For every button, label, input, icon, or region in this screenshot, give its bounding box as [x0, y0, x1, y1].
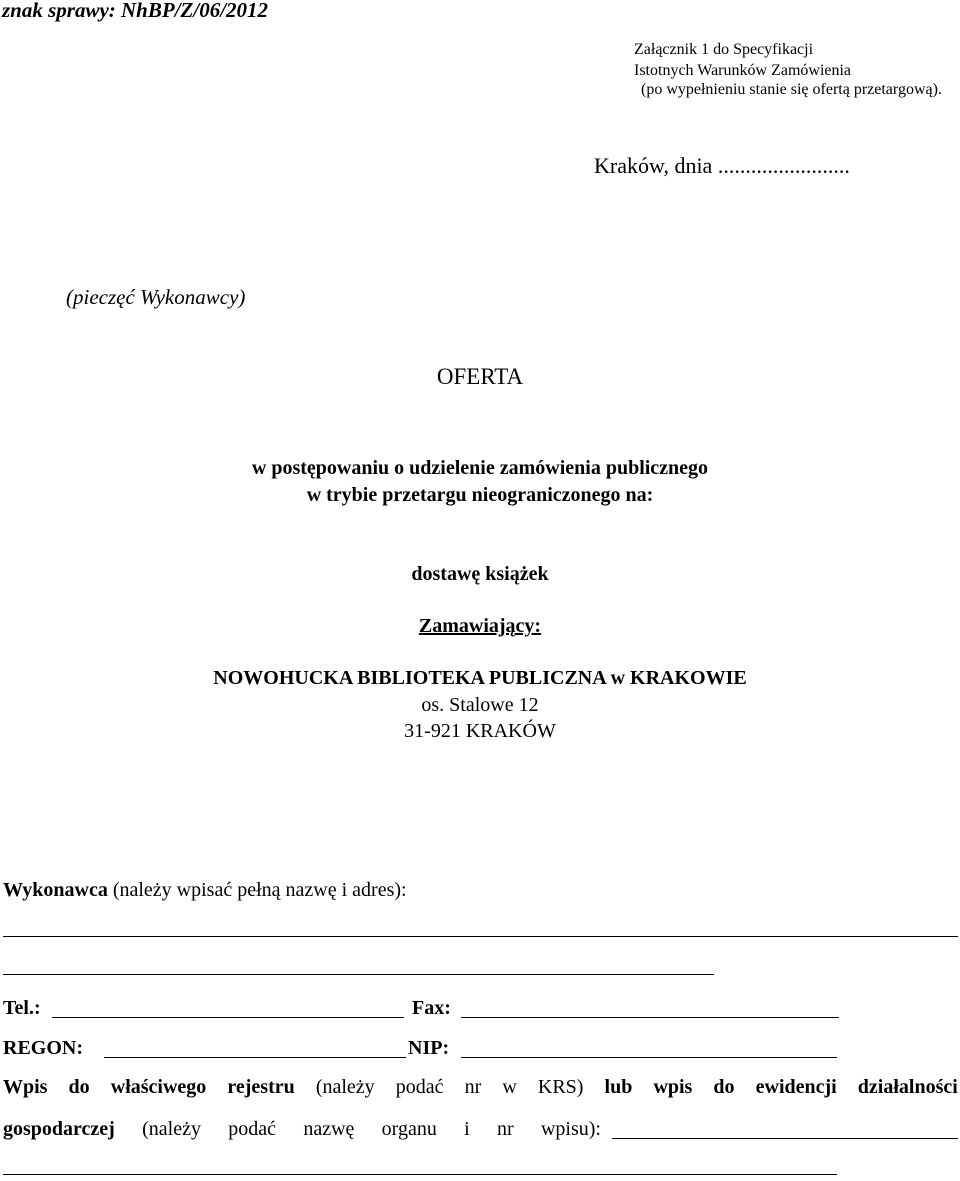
regon-label: REGON: — [3, 1037, 83, 1059]
registry-word: podać — [395, 1076, 444, 1098]
contractor-label: Wykonawca — [3, 879, 108, 901]
registry-word: rejestru — [227, 1076, 295, 1098]
nip-label: NIP: — [408, 1037, 450, 1059]
fax-label: Fax: — [412, 997, 451, 1019]
registry-word: działalności — [857, 1076, 958, 1098]
order-subject: dostawę książek — [411, 563, 549, 585]
attachment-line-3: (po wypełnieniu stanie się ofertą przetargową). — [641, 81, 942, 98]
registry-word: do — [713, 1076, 735, 1098]
registry-word: do — [68, 1076, 90, 1098]
attachment-line-2: Istotnych Warunków Zamówienia — [634, 62, 852, 79]
registry-word: lub — [604, 1076, 633, 1098]
orderer-city: 31-921 KRAKÓW — [404, 720, 556, 742]
registry-line-1 — [3, 1076, 958, 1099]
registry-word: nr — [464, 1076, 482, 1098]
orderer-street: os. Stalowe 12 — [421, 694, 539, 716]
registry-word: i — [464, 1118, 470, 1140]
registry-field-2[interactable] — [3, 1174, 837, 1175]
registry-line-2 — [3, 1118, 601, 1141]
tel-field[interactable] — [52, 1017, 404, 1018]
registry-word: KRS) — [537, 1076, 584, 1098]
contractor-hint: (należy wpisać pełną nazwę i adres): — [112, 879, 407, 901]
regon-field[interactable] — [104, 1057, 406, 1058]
tel-label: Tel.: — [3, 997, 41, 1019]
registry-word: gospodarczej — [3, 1118, 115, 1140]
stamp-label: (pieczęć Wykonawcy) — [66, 285, 246, 309]
registry-field-1[interactable] — [612, 1138, 958, 1139]
attachment-line-1: Załącznik 1 do Specyfikacji — [634, 41, 814, 58]
page-title: OFERTA — [436, 364, 524, 389]
orderer-name: NOWOHUCKA BIBLIOTEKA PUBLICZNA w KRAKOWIE — [213, 667, 747, 689]
registry-word: nazwę — [303, 1118, 355, 1140]
case-number: znak sprawy: NhBP/Z/06/2012 — [2, 0, 269, 22]
registry-word: (należy — [315, 1076, 375, 1098]
procedure-line-2: w trybie przetargu nieograniczonego na: — [306, 484, 654, 506]
registry-word: organu — [381, 1118, 437, 1140]
date-line: Kraków, dnia ........................ — [594, 153, 850, 178]
registry-word-last: wpisu): — [540, 1118, 601, 1140]
registry-word: podać — [228, 1118, 277, 1140]
contractor-name-line[interactable] — [3, 936, 958, 937]
contractor-heading — [3, 879, 407, 902]
registry-word: właściwego — [110, 1076, 207, 1098]
fax-field[interactable] — [461, 1017, 839, 1018]
contractor-address-line[interactable] — [3, 974, 714, 975]
registry-word: wpis — [653, 1076, 693, 1098]
registry-word: w — [502, 1076, 517, 1098]
nip-field[interactable] — [461, 1057, 837, 1058]
registry-word: (należy — [142, 1118, 201, 1140]
procedure-line-1: w postępowaniu o udzielenie zamówienia publicznego — [251, 457, 709, 479]
registry-word: nr — [496, 1118, 514, 1140]
registry-word: Wpis — [3, 1076, 48, 1098]
orderer-label: Zamawiający: — [418, 615, 542, 637]
registry-word: ewidencji — [755, 1076, 837, 1098]
